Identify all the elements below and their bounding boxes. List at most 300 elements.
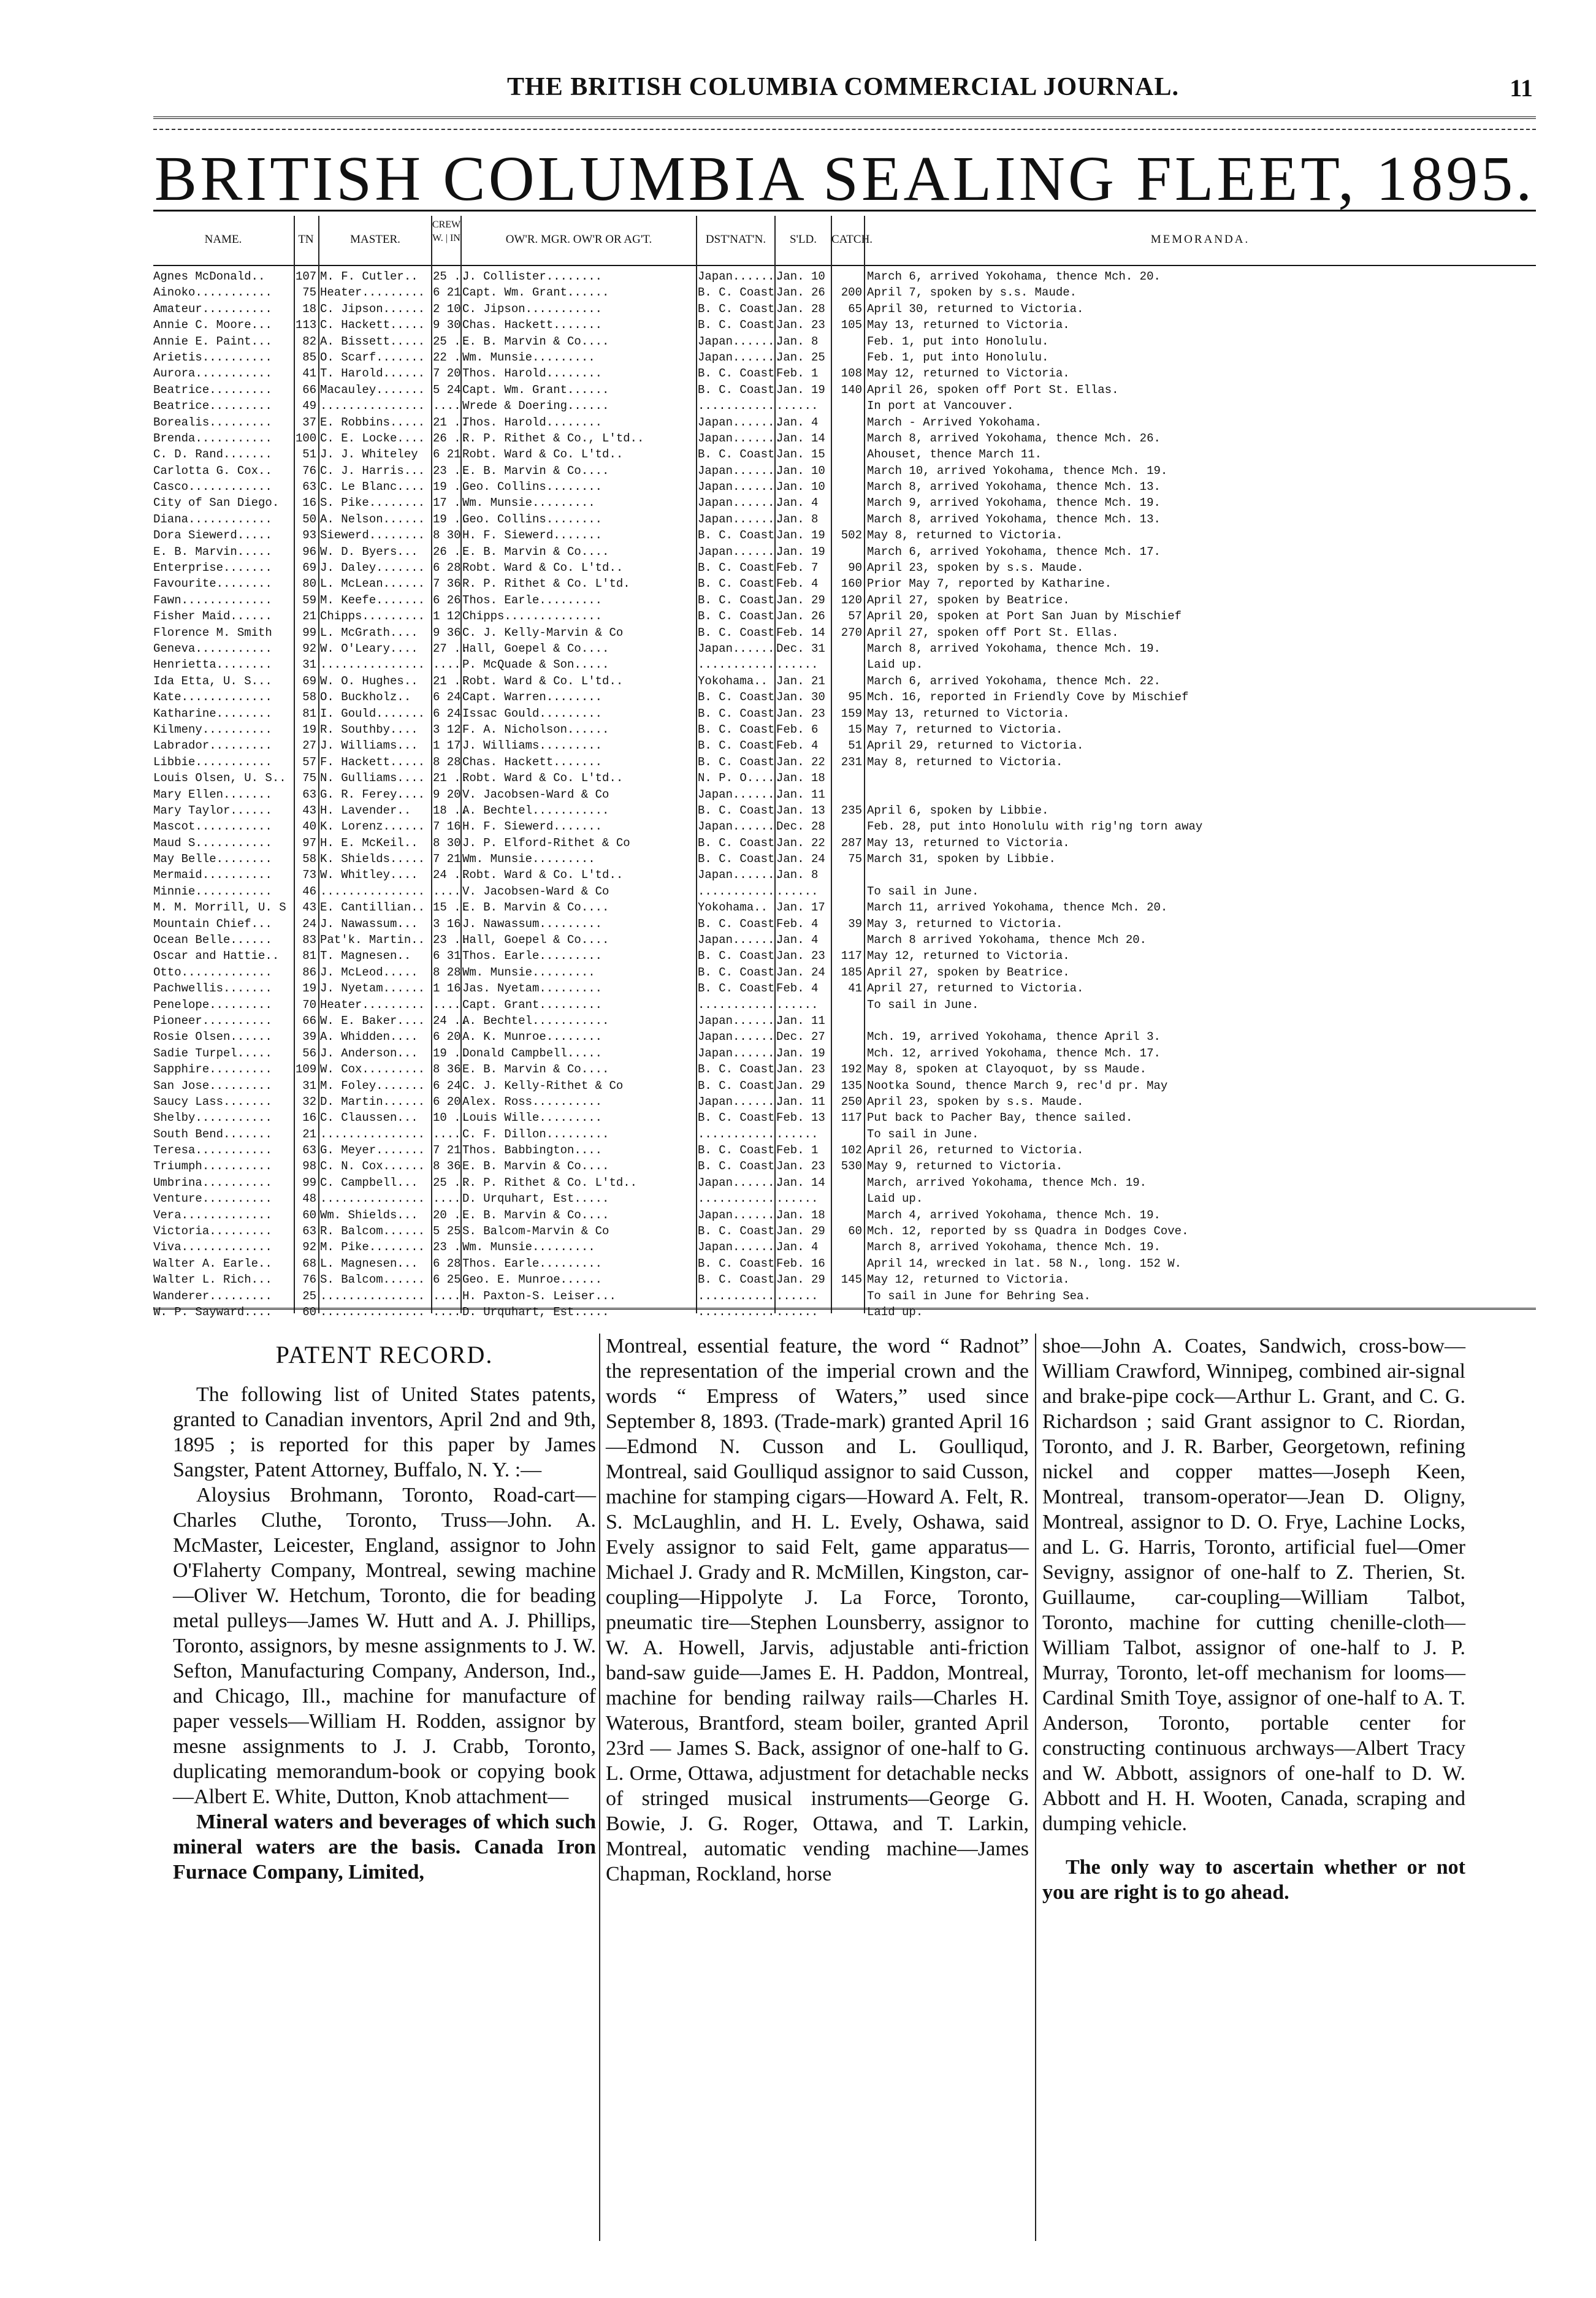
cell-tns: 48 <box>302 1192 316 1206</box>
cell-crew: 8 30 <box>433 529 461 543</box>
cell-sld: Jan. 24 <box>776 852 825 866</box>
cell-memo: March 8, arrived Yokohama, thence Mch. 13. <box>867 512 1161 526</box>
cell-owner: J. Williams......... <box>462 739 603 753</box>
cell-dest: Japan....... <box>698 1030 782 1044</box>
cell-tns: 63 <box>302 787 316 801</box>
cell-master: K. Shields..... <box>320 852 426 866</box>
cell-catch: 95 <box>848 690 862 704</box>
cell-crew: 19 .. <box>433 1046 468 1060</box>
cell-name: Enterprise....... <box>153 561 272 575</box>
cell-catch: 120 <box>841 593 862 607</box>
cell-name: Arietis.......... <box>153 350 272 364</box>
header-rule-dashed <box>153 129 1536 130</box>
cell-sld: Feb. 16 <box>776 1256 825 1270</box>
cell-memo: May 8, spoken at Clayoquot, by ss Maude. <box>867 1063 1147 1077</box>
cell-name: Pachwellis....... <box>153 982 272 996</box>
cell-tns: 85 <box>302 350 316 364</box>
cell-name: Dora Siewerd..... <box>153 529 272 543</box>
cell-dest: ........... <box>698 399 775 413</box>
cell-owner: V. Jacobsen-Ward & Co <box>462 884 609 898</box>
cell-crew: 7 20 <box>433 367 461 381</box>
fleet-title: BRITISH COLUMBIA SEALING FLEET, 1895. <box>154 143 1535 214</box>
cell-master: C. Claussen... <box>320 1111 418 1125</box>
cell-master: C. N. Cox...... <box>320 1159 426 1174</box>
cell-tns: 60 <box>302 1305 316 1319</box>
cell-crew: .... <box>433 998 461 1012</box>
cell-name: Viva............. <box>153 1240 272 1254</box>
cell-sld: Feb. 6 <box>776 722 819 736</box>
cell-crew: 25 .. <box>433 334 468 348</box>
cell-crew: 17 .. <box>433 496 468 510</box>
cell-sld: Dec. 28 <box>776 820 825 834</box>
cell-master: C. Hackett..... <box>320 318 426 332</box>
table-row <box>153 446 1536 462</box>
cell-owner: Capt. Grant......... <box>462 998 603 1012</box>
cell-memo: March 8, arrived Yokohama, thence Mch. 26. <box>867 431 1161 445</box>
cell-sld: Jan. 17 <box>776 901 825 915</box>
col-header-tns: TN <box>298 233 314 246</box>
cell-tns: 56 <box>302 1046 316 1060</box>
cell-sld: Jan. 23 <box>776 706 825 720</box>
table-bottom-rule <box>153 1308 1536 1313</box>
cell-tns: 81 <box>302 706 316 720</box>
cell-tns: 43 <box>302 901 316 915</box>
cell-dest: Japan....... <box>698 496 782 510</box>
cell-memo: March 31, spoken by Libbie. <box>867 852 1056 866</box>
cell-catch: 502 <box>841 529 862 543</box>
cell-sld: Jan. 19 <box>776 544 825 559</box>
cell-memo: Mch. 16, reported in Friendly Cove by Mischief <box>867 690 1189 704</box>
cell-dest: Japan....... <box>698 480 782 494</box>
cell-dest: B. C. Coast <box>698 383 775 397</box>
cell-owner: F. A. Nicholson...... <box>462 722 609 736</box>
trademark-entry: Mineral waters and beverages of which such mineral waters are the basis. Canada Iron Furnace Company, Limited, <box>173 1811 596 1884</box>
cell-tns: 69 <box>302 674 316 688</box>
cell-name: W. P. Sayward.... <box>153 1305 272 1319</box>
cell-crew: 1 17 <box>433 739 461 753</box>
cell-owner: C. F. Dillon......... <box>462 1127 609 1141</box>
cell-master: E. Cantillian.. <box>320 901 426 915</box>
cell-sld: Jan. 8 <box>776 868 819 882</box>
cell-sld: Jan. 15 <box>776 448 825 462</box>
cell-master: O. Buckholz.. <box>320 690 411 704</box>
cell-master: ............... <box>320 658 426 672</box>
table-row <box>153 787 1536 803</box>
table-row <box>153 625 1536 641</box>
cell-crew: 23 .. <box>433 464 468 478</box>
cell-tns: 81 <box>302 949 316 963</box>
cell-master: C. J. Harris... <box>320 464 426 478</box>
cell-tns: 21 <box>302 1127 316 1141</box>
cell-name: Oscar and Hattie.. <box>153 949 280 963</box>
cell-tns: 98 <box>302 1159 316 1174</box>
col-header-sld: S'LD. <box>789 233 817 246</box>
cell-crew: 9 36 <box>433 625 461 639</box>
patent-list-continued: Montreal, essential feature, the word “ Radnot” the representation of the imperial crown and the words “ Empress of Waters,” used since September 8, 1893. (Trade-mark) granted April 16—Edmond N. Cusson and L. Goulliqud, Montreal, said Goulliqud assignor to said Cusson, machine for stamping cigars—Howard A. Felt, R. S. McLaughlin, and H. L. Evely, Oshawa, said Evely assignor to said Felt, game apparatus—Michael J. Grady and R. McMillen, Kingston, car-coupling—Hippolyte J. La Force, Toronto, pneumatic tire—Stephen Lounsberry, assignor to W. A. Howell, Jarvis, adjustable anti-friction band-saw guide—James E. H. Paddon, Montreal, machine for bending railway rails—Charles H. Waterous, Brantford, steam boiler, granted April 23rd — James S. Back, assignor of one-half to G. L. Orme, Ottawa, adjustment for detachable necks of stringed musical instruments—George G. Bowie, J. G. Roger, Ottawa, and T. Larkin, Montreal, automatic vending machine—James Chapman, Rockland, horse <box>606 1335 1029 1885</box>
cell-sld: ...... <box>776 1192 819 1206</box>
table-row <box>153 479 1536 495</box>
table-row <box>153 916 1536 932</box>
table-row <box>153 803 1536 819</box>
cell-master: J. Anderson... <box>320 1046 418 1060</box>
cell-tns: 32 <box>302 1094 316 1109</box>
cell-owner: Robt. Ward & Co. L'td.. <box>462 448 624 462</box>
cell-catch: 185 <box>841 965 862 979</box>
cell-name: Brenda........... <box>153 431 272 445</box>
cell-tns: 57 <box>302 755 316 769</box>
cell-tns: 46 <box>302 884 316 898</box>
table-row <box>153 1126 1536 1142</box>
table-row <box>153 657 1536 673</box>
cell-sld: Jan. 18 <box>776 1208 825 1222</box>
cell-tns: 63 <box>302 480 316 494</box>
cell-sld: Jan. 29 <box>776 1224 825 1239</box>
cell-crew: 7 21 <box>433 852 461 866</box>
cell-memo: April 27, spoken by Beatrice. <box>867 965 1070 979</box>
cell-catch: 117 <box>841 949 862 963</box>
cell-master: ............... <box>320 1192 426 1206</box>
table-row <box>153 1158 1536 1174</box>
cell-dest: ........... <box>698 1305 775 1319</box>
cell-sld: Jan. 28 <box>776 302 825 316</box>
patent-intro: The following list of United States patents, granted to Canadian inventors, April 2nd and 9th, 1895 ; is reported for this paper by James Sangster, Patent Attorney, Buffalo, N. Y. :— <box>173 1383 596 1481</box>
cell-sld: Jan. 14 <box>776 431 825 445</box>
cell-tns: 68 <box>302 1256 316 1270</box>
cell-sld: Feb. 4 <box>776 982 819 996</box>
table-row <box>153 317 1536 333</box>
cell-name: Aurora........... <box>153 367 272 381</box>
cell-master: W. O. Hughes.. <box>320 674 418 688</box>
cell-master: ............... <box>320 1127 426 1141</box>
cell-tns: 100 <box>296 431 317 445</box>
table-row <box>153 269 1536 284</box>
cell-dest: Japan....... <box>698 1046 782 1060</box>
cell-tns: 93 <box>302 529 316 543</box>
cell-name: Victoria......... <box>153 1224 272 1239</box>
cell-owner: Hall, Goepel & Co.... <box>462 933 609 947</box>
cell-memo: April 7, spoken by s.s. Maude. <box>867 286 1077 300</box>
cell-crew: 3 16 <box>433 917 461 931</box>
cell-master: K. Lorenz...... <box>320 820 426 834</box>
cell-master: M. Keefe....... <box>320 593 426 607</box>
cell-memo: April 23, spoken by s.s. Maude. <box>867 561 1084 575</box>
cell-name: Casco............ <box>153 480 272 494</box>
cell-owner: Geo. E. Munroe...... <box>462 1273 603 1287</box>
cell-memo: April 6, spoken by Libbie. <box>867 803 1049 817</box>
cell-sld: Dec. 31 <box>776 641 825 655</box>
cell-master: ............... <box>320 399 426 413</box>
cell-master: J. Nawassum... <box>320 917 418 931</box>
cell-sld: Feb. 14 <box>776 625 825 639</box>
cell-owner: Donald Campbell..... <box>462 1046 603 1060</box>
cell-catch: 192 <box>841 1063 862 1077</box>
cell-sld: Jan. 11 <box>776 787 825 801</box>
cell-crew: 6 28 <box>433 561 461 575</box>
column-rule <box>1035 1334 1036 2241</box>
cell-dest: ........... <box>698 1192 775 1206</box>
cell-memo: March 8, arrived Yokohama, thence Mch. 19. <box>867 1240 1161 1254</box>
cell-memo: March 8, arrived Yokohama, thence Mch. 19. <box>867 641 1161 655</box>
cell-memo: March 9, arrived Yokohama, thence Mch. 19. <box>867 496 1161 510</box>
cell-owner: Thos. Earle......... <box>462 1256 603 1270</box>
table-row <box>153 1239 1536 1255</box>
cell-sld: Jan. 13 <box>776 803 825 817</box>
table-row <box>153 1013 1536 1029</box>
cell-dest: ........... <box>698 1289 775 1303</box>
table-row <box>153 1223 1536 1239</box>
cell-name: Kate............. <box>153 690 272 704</box>
cell-owner: J. Nawassum......... <box>462 917 603 931</box>
cell-dest: Japan....... <box>698 1208 782 1222</box>
cell-dest: Japan....... <box>698 544 782 559</box>
table-row <box>153 576 1536 592</box>
cell-crew: 21 .. <box>433 415 468 429</box>
table-row <box>153 1272 1536 1288</box>
cell-crew: 8 36 <box>433 1159 461 1174</box>
patent-list: Aloysius Brohmann, Toronto, Road-cart—Charles Cluthe, Toronto, Truss—John. A. McMaster, Leicester, England, assignor to John O'Flaherty Company, Montreal, sewing machine—Oliver W. Hetchum, Toronto, die for beading metal pulleys—James W. Hutt and A. J. Phillips, Toronto, assignors, by mesne assignments to J. W. Sefton, Manufacturing Company, Anderson, Ind., and Chicago, Ill., machine for manufacture of paper vessels—William H. Rodden, assignor by mesne assignments to J. J. Crabb, Toronto, duplicating memorandum-book or copying book—Albert E. White, Dutton, Knob attachment— <box>173 1484 596 1808</box>
cell-dest: B. C. Coast <box>698 1159 775 1174</box>
cell-crew: 6 26 <box>433 593 461 607</box>
cell-owner: R. P. Rithet & Co., L'td.. <box>462 431 644 445</box>
cell-tns: 21 <box>302 609 316 624</box>
cell-dest: B. C. Coast <box>698 1078 775 1093</box>
table-row <box>153 738 1536 754</box>
cell-tns: 99 <box>302 625 316 639</box>
cell-name: Shelby........... <box>153 1111 272 1125</box>
cell-master: L. Magnesen... <box>320 1256 418 1270</box>
table-row <box>153 1288 1536 1304</box>
cell-name: Ainoko........... <box>153 286 272 300</box>
cell-name: Mary Ellen....... <box>153 787 272 801</box>
cell-dest: B. C. Coast <box>698 1256 775 1270</box>
cell-tns: 83 <box>302 933 316 947</box>
cell-memo: April 26, spoken off Port St. Ellas. <box>867 383 1119 397</box>
cell-memo: May 13, returned to Victoria. <box>867 706 1070 720</box>
table-row <box>153 1110 1536 1126</box>
cell-dest: N. P. O..... <box>698 771 782 785</box>
cell-memo: May 12, returned to Victoria. <box>867 1273 1070 1287</box>
cell-master: Chipps......... <box>320 609 426 624</box>
cell-memo: April 20, spoken at Port San Juan by Mischief <box>867 609 1182 624</box>
cell-name: Diana............ <box>153 512 272 526</box>
cell-memo: April 29, returned to Victoria. <box>867 739 1084 753</box>
cell-master: D. Martin...... <box>320 1094 426 1109</box>
table-row <box>153 884 1536 899</box>
cell-master: Siewerd........ <box>320 529 426 543</box>
cell-tns: 43 <box>302 803 316 817</box>
cell-master: A. Bissett..... <box>320 334 426 348</box>
cell-tns: 60 <box>302 1208 316 1222</box>
cell-catch: 65 <box>848 302 862 316</box>
table-row <box>153 948 1536 964</box>
table-row <box>153 560 1536 576</box>
table-row <box>153 867 1536 883</box>
cell-tns: 51 <box>302 448 316 462</box>
col-header-memo: MEMORANDA. <box>1150 233 1250 246</box>
cell-crew: 6 31 <box>433 949 461 963</box>
col-header-owner: OW'R. MGR. OW'R OR AG'T. <box>505 233 652 246</box>
cell-sld: Jan. 29 <box>776 1078 825 1093</box>
cell-crew: 7 16 <box>433 820 461 834</box>
patent-list-end: shoe—John A. Coates, Sandwich, cross-bow—William Crawford, Winnipeg, combined air-signal and brake-pipe cock—Arthur L. Grant, and C. G. Richardson ; said Grant assignor to C. Riordan, Toronto, and J. R. Barber, Georgetown, refining nickel and copper mattes—Joseph Keen, Montreal, transom-operator—Jean D. Oligny, Montreal, assignor to D. O. Frye, Lachine Locks, and L. G. Harris, Toronto, artificial fuel—Omer Sevigny, assignor of one-half to Z. Therien, St. Guillaume, car-coupling—William Talbot, Toronto, machine for cutting chenille-cloth—William Talbot, assignor of one-half to J. P. Murray, Toronto, let-off mechanism for looms—Cardinal Smith Toye, assignor of one-half to A. T. Anderson, Toronto, portable center for constructing continuous archways—Albert Tracy and W. Abbott, assignors of one-half to D. W. Abbott and H. H. Wooten, Canada, scraping and dumping vehicle. <box>1042 1335 1465 1835</box>
col-header-catch: CATCH. <box>831 233 873 246</box>
cell-memo: May 13, returned to Victoria. <box>867 836 1070 850</box>
cell-sld: Jan. 4 <box>776 933 819 947</box>
cell-dest: B. C. Coast <box>698 852 775 866</box>
patent-column-2 <box>606 1334 1029 1887</box>
cell-sld: Feb. 4 <box>776 577 819 591</box>
cell-dest: Japan....... <box>698 787 782 801</box>
cell-master: W. D. Byers... <box>320 544 418 559</box>
cell-name: Mary Taylor...... <box>153 803 272 817</box>
cell-memo: Mch. 19, arrived Yokohama, thence April 3. <box>867 1030 1161 1044</box>
cell-crew: 3 12 <box>433 722 461 736</box>
cell-sld: Jan. 25 <box>776 350 825 364</box>
cell-memo: March 11, arrived Yokohama, thence Mch. 20. <box>867 901 1168 915</box>
cell-owner: Capt. Wm. Grant...... <box>462 286 609 300</box>
cell-crew: 8 36 <box>433 1063 461 1077</box>
cell-crew: 6 21 <box>433 286 461 300</box>
cell-name: Pioneer.......... <box>153 1013 272 1028</box>
cell-dest: Japan....... <box>698 1175 782 1189</box>
cell-crew: 23 .. <box>433 1240 468 1254</box>
cell-catch: 159 <box>841 706 862 720</box>
cell-dest: B. C. Coast <box>698 561 775 575</box>
table-row <box>153 544 1536 560</box>
cell-owner: E. B. Marvin & Co.... <box>462 901 609 915</box>
table-row <box>153 835 1536 851</box>
cell-sld: Feb. 1 <box>776 1143 819 1158</box>
table-row <box>153 382 1536 398</box>
cell-catch: 530 <box>841 1159 862 1174</box>
cell-catch: 41 <box>848 982 862 996</box>
cell-owner: Wm. Munsie......... <box>462 496 595 510</box>
cell-sld: Jan. 22 <box>776 836 825 850</box>
cell-master: I. Gould....... <box>320 706 426 720</box>
cell-owner: Chas. Hackett....... <box>462 755 603 769</box>
cell-master: F. Hackett..... <box>320 755 426 769</box>
cell-sld: Jan. 8 <box>776 512 819 526</box>
table-row <box>153 365 1536 381</box>
table-row <box>153 1191 1536 1207</box>
cell-name: Annie E. Paint... <box>153 334 272 348</box>
cell-memo: April 27, returned to Victoria. <box>867 982 1084 996</box>
cell-crew: 27 .. <box>433 641 468 655</box>
cell-crew: 19 .. <box>433 512 468 526</box>
cell-master: Heater......... <box>320 998 426 1012</box>
cell-name: Sadie Turpel..... <box>153 1046 272 1060</box>
table-row <box>153 1207 1536 1223</box>
cell-memo: March, arrived Yokohama, thence Mch. 19. <box>867 1175 1147 1189</box>
cell-dest: B. C. Coast <box>698 625 775 639</box>
cell-sld: Jan. 11 <box>776 1094 825 1109</box>
cell-dest: Yokohama.. <box>698 674 768 688</box>
cell-owner: E. B. Marvin & Co.... <box>462 544 609 559</box>
cell-sld: Jan. 26 <box>776 609 825 624</box>
cell-sld: ...... <box>776 399 819 413</box>
cell-crew: 1 16 <box>433 982 461 996</box>
cell-crew: 6 21 <box>433 448 461 462</box>
cell-sld: Jan. 21 <box>776 674 825 688</box>
cell-sld: Jan. 29 <box>776 593 825 607</box>
cell-tns: 59 <box>302 593 316 607</box>
table-row <box>153 349 1536 365</box>
cell-tns: 66 <box>302 1013 316 1028</box>
cell-dest: B. C. Coast <box>698 965 775 979</box>
cell-crew: .... <box>433 658 461 672</box>
cell-name: Wanderer......... <box>153 1289 272 1303</box>
cell-crew: 2 10 <box>433 302 461 316</box>
cell-crew: 10 .. <box>433 1111 468 1125</box>
cell-master: G. Meyer....... <box>320 1143 426 1158</box>
cell-tns: 19 <box>302 722 316 736</box>
table-row <box>153 706 1536 722</box>
patent-heading: PATENT RECORD. <box>275 1341 494 1368</box>
table-row <box>153 414 1536 430</box>
cell-owner: Wm. Munsie......... <box>462 350 595 364</box>
cell-dest: Japan....... <box>698 464 782 478</box>
cell-name: Mermaid.......... <box>153 868 272 882</box>
table-row <box>153 1094 1536 1110</box>
cell-name: Beatrice......... <box>153 383 272 397</box>
cell-dest: B. C. Coast <box>698 529 775 543</box>
cell-dest: Japan....... <box>698 1240 782 1254</box>
cell-crew: 20 .. <box>433 1208 468 1222</box>
table-row <box>153 511 1536 527</box>
cell-owner: A. Bechtel........... <box>462 1013 609 1028</box>
table-row <box>153 899 1536 915</box>
cell-crew: 25 .. <box>433 1175 468 1189</box>
table-row <box>153 1175 1536 1191</box>
cell-owner: J. P. Elford-Rithet & Co <box>462 836 630 850</box>
cell-tns: 39 <box>302 1030 316 1044</box>
cell-dest: B. C. Coast <box>698 1063 775 1077</box>
cell-dest: Japan....... <box>698 415 782 429</box>
cell-crew: 9 30 <box>433 318 461 332</box>
cell-owner: P. McQuade & Son..... <box>462 658 609 672</box>
cell-crew: 8 28 <box>433 755 461 769</box>
cell-sld: Feb. 4 <box>776 739 819 753</box>
cell-memo: April 23, spoken by s.s. Maude. <box>867 1094 1084 1109</box>
cell-master: ............... <box>320 884 426 898</box>
cell-owner: H. Paxton-S. Leiser... <box>462 1289 616 1303</box>
cell-dest: Japan....... <box>698 1094 782 1109</box>
cell-catch: 51 <box>848 739 862 753</box>
cell-memo: To sail in June for Behring Sea. <box>867 1289 1091 1303</box>
cell-sld: Jan. 26 <box>776 286 825 300</box>
cell-catch: 287 <box>841 836 862 850</box>
cell-owner: Wm. Munsie......... <box>462 1240 595 1254</box>
cell-crew: 7 36 <box>433 577 461 591</box>
cell-owner: Capt. Wm. Grant...... <box>462 383 609 397</box>
table-row <box>153 608 1536 624</box>
cell-name: Minnie........... <box>153 884 272 898</box>
cell-sld: Jan. 23 <box>776 318 825 332</box>
cell-crew: 9 20 <box>433 787 461 801</box>
cell-owner: V. Jacobsen-Ward & Co <box>462 787 609 801</box>
cell-crew: 18 .. <box>433 803 468 817</box>
cell-master: M. Pike........ <box>320 1240 426 1254</box>
col-header-name: NAME. <box>204 233 242 246</box>
cell-master: R. Southby.... <box>320 722 418 736</box>
header-rule <box>153 116 1536 121</box>
cell-memo: To sail in June. <box>867 884 979 898</box>
cell-name: Fisher Maid...... <box>153 609 272 624</box>
cell-tns: 69 <box>302 561 316 575</box>
cell-memo: Feb. 28, put into Honolulu with rig'ng torn away <box>867 820 1203 834</box>
cell-crew: 6 20 <box>433 1094 461 1109</box>
cell-owner: Chipps.............. <box>462 609 603 624</box>
